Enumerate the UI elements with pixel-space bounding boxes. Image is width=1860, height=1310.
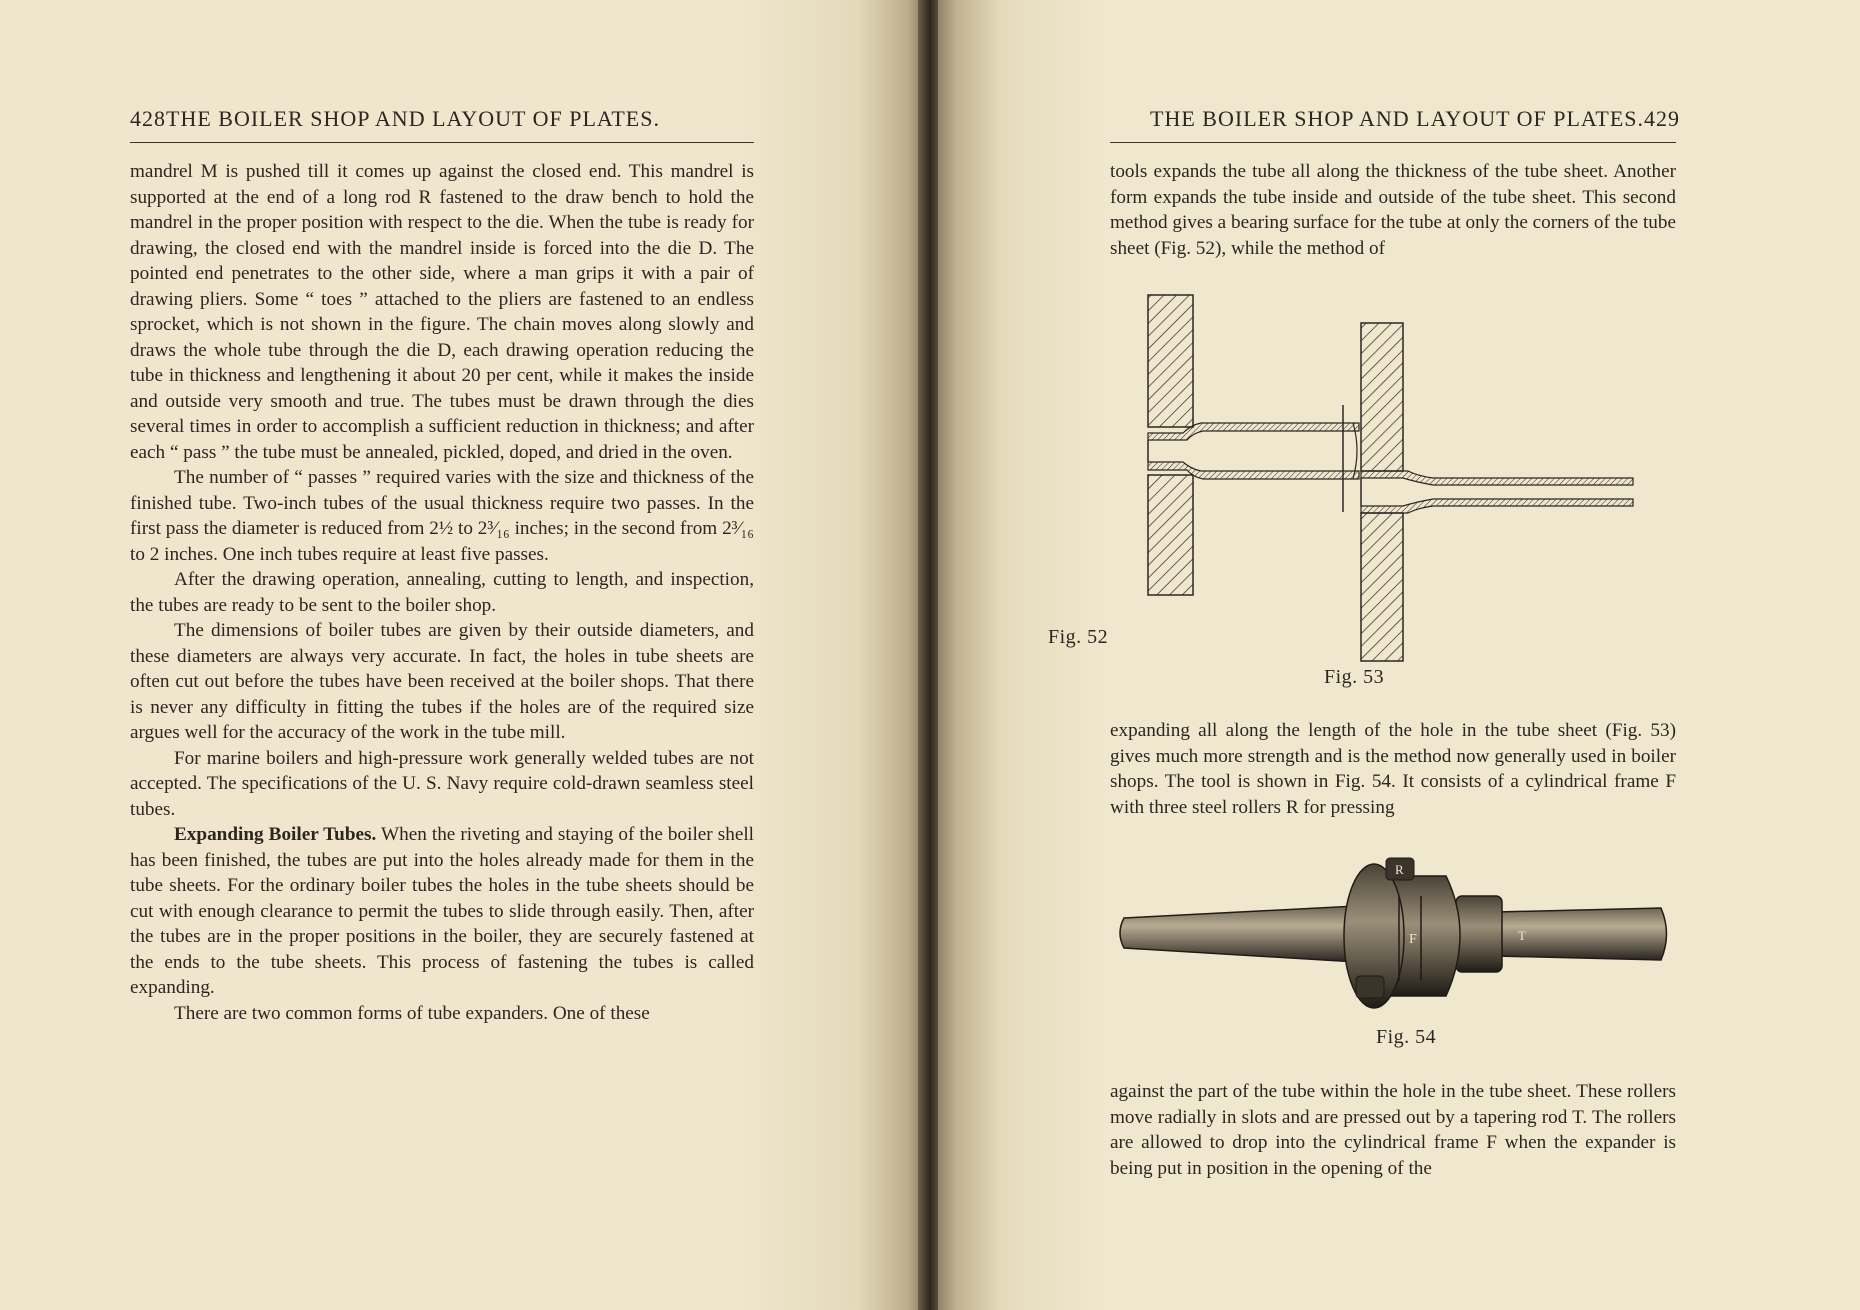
- paragraph-expanding: [130, 822, 754, 1001]
- paragraph: After the drawing operation, annealing, cutting to length, and inspection, the tubes are ready to be sent to the boiler shop.: [130, 569, 754, 616]
- roller: [1356, 976, 1384, 998]
- left-running-head: THE BOILER SHOP AND LAYOUT OF PLATES.: [166, 106, 660, 131]
- fig54-caption: Fig. 54: [1376, 1026, 1437, 1048]
- collar: [1456, 896, 1502, 972]
- right-text-top: tools expands the tube all along the thickness of the tube sheet. Another form expands the tube inside and outside of the tube sheet. This second method gives a bearing surface for the tube at only the corners of the tube sheet (Fig. 52), while the method of: [1110, 161, 1676, 259]
- section-heading: Expanding Boiler Tubes.: [174, 824, 377, 845]
- fig52-caption: Fig. 52: [1048, 626, 1109, 648]
- right-text-middle: expanding all along the length of the hole in the tube sheet (Fig. 53) gives much more strength and is the method now generally used in boiler shops. The tool is shown in Fig. 54. It consists of a cylindrical frame F with three steel rollers R for pressing: [1110, 720, 1676, 818]
- tube-upper-wall: [1361, 471, 1633, 485]
- fig53-caption: Fig. 53: [1324, 666, 1385, 688]
- tube-sheet-upper: [1148, 295, 1193, 427]
- right-page-number: 429: [1644, 106, 1680, 131]
- tapered-rod: [1120, 906, 1356, 962]
- right-running-head: THE BOILER SHOP AND LAYOUT OF PLATES.: [1150, 106, 1644, 131]
- paragraph: mandrel M is pushed till it comes up against the closed end. This mandrel is supported at the end of a long rod R fastened to the draw bench to hold the mandrel in the proper position with respect to the die. When the tube is ready for drawing, the closed end with the mandrel inside is forced into the die D. The pointed end penetrates to the other side, where a man grips it with a pair of drawing pliers. Some “ toes ” attached to the pliers are fastened to an endless sprocket, which is not shown in the figure. The chain moves along slowly and draws the whole tube through the die D, each drawing operation reducing the tube in thickness and lengthening it about 20 per cent, while it makes the inside and outside very smooth and true. The tubes must be drawn through the dies several times in order to accomplish a sufficient reduction in thickness; and after each “ pass ” the tube must be annealed, pickled, doped, and dried in the oven.: [130, 161, 754, 463]
- tube-sheet-upper: [1361, 323, 1403, 471]
- paragraph: There are two common forms of tube expanders. One of these: [174, 1002, 650, 1024]
- right-text-bottom: against the part of the tube within the hole in the tube sheet. These rollers move radially in slots and are pressed out by a tapering rod T. The rollers are allowed to drop into the cylindrical frame F when the expander is being put in position in the opening of the: [1110, 1081, 1676, 1179]
- paragraph: The dimensions of boiler tubes are given by their outside diameters, and these diameters are always very accurate. In fact, the holes in tube sheets are often cut out before the tubes have been received at the boiler shops. That there is never any difficulty in fitting the tubes if the holes are of the required size argues well for the accuracy of the work in the tube mill.: [130, 620, 754, 743]
- right-header-rule: [1110, 142, 1676, 143]
- fig54-illustration: [1116, 846, 1676, 1022]
- fig52-illustration: [1143, 290, 1363, 600]
- left-body-text: [130, 159, 754, 1026]
- fig54-label-roller: R: [1395, 862, 1404, 877]
- fig54-label-rod: T: [1518, 928, 1526, 943]
- fig54-label-frame: F: [1409, 932, 1417, 947]
- left-header-rule: [130, 142, 754, 143]
- tube-sheet-lower: [1361, 513, 1403, 661]
- section-text: When the riveting and staying of the boiler shell has been finished, the tubes are put into the holes already made for them in the tube sheets. For the ordinary boiler tubes the holes in the tube sheets should be cut with enough clearance to permit the tubes to slide through easily. Then, after the tubes are in the proper positions in the boiler, they are securely fastened at the ends to the tube sheets. This process of fastening the tubes is called expanding.: [130, 824, 754, 998]
- paragraph: The number of “ passes ” required varies with the size and thickness of the finished tube. Two-inch tubes of the usual thickness require two passes. In the first pass the diameter is reduced from 2½ to 2³⁄₁₆ inches; in the second from 2³⁄₁₆ to 2 inches. One inch tubes require at least five passes.: [130, 467, 754, 565]
- tube-sheet-lower: [1148, 475, 1193, 595]
- right-page: [938, 0, 1860, 1310]
- paragraph: For marine boilers and high-pressure work generally welded tubes are not accepted. The specifications of the U. S. Navy require cold-drawn seamless steel tubes.: [130, 747, 754, 820]
- left-running-header: [130, 106, 660, 132]
- left-page: [0, 0, 922, 1310]
- fig53-illustration: [1358, 318, 1638, 668]
- left-page-number: 428: [130, 106, 166, 131]
- right-running-header: [1150, 106, 1680, 132]
- tube-lower-wall: [1361, 499, 1633, 513]
